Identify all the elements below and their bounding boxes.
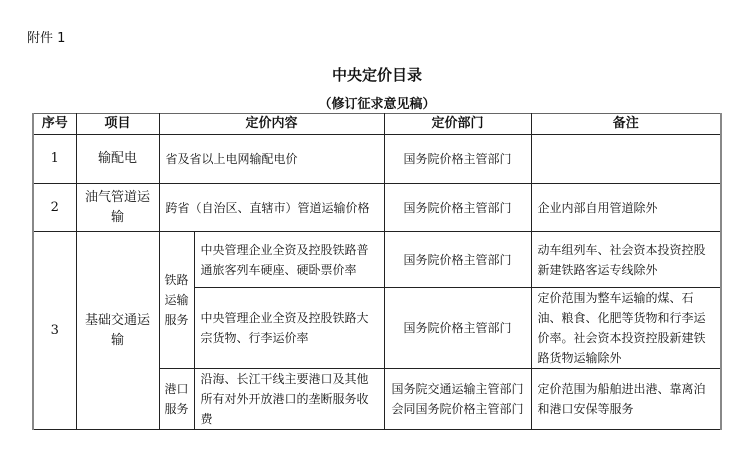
table-header-row xyxy=(33,114,721,135)
cell-item: 输配电 xyxy=(76,135,159,184)
cell-content: 跨省（自治区、直辖市）管道运输价格 xyxy=(159,184,384,232)
pricing-catalog-table xyxy=(32,113,722,430)
cell-dept: 国务院交通运输主管部门会同国务院价格主管部门 xyxy=(384,369,531,430)
document-subtitle: （修订征求意见稿） xyxy=(318,97,436,112)
cell-note: 企业内部自用管道除外 xyxy=(531,184,721,232)
attachment-label: 附件 1 xyxy=(27,31,66,46)
header-content: 定价内容 xyxy=(159,114,384,135)
cell-item: 基础交通运输 xyxy=(76,232,159,430)
cell-seq: 3 xyxy=(33,232,76,430)
cell-content: 省及省以上电网输配电价 xyxy=(159,135,384,184)
header-seq: 序号 xyxy=(33,114,76,135)
cell-seq: 2 xyxy=(33,184,76,232)
cell-dept: 国务院价格主管部门 xyxy=(384,184,531,232)
document-title: 中央定价目录 xyxy=(331,66,422,84)
cell-note: 定价范围为船舶进出港、靠离泊和港口安保等服务 xyxy=(531,369,721,430)
cell-dept: 国务院价格主管部门 xyxy=(384,232,531,288)
table-row xyxy=(33,135,721,184)
cell-note xyxy=(531,135,721,184)
cell-dept: 国务院价格主管部门 xyxy=(384,135,531,184)
cell-dept: 国务院价格主管部门 xyxy=(384,288,531,369)
cell-note: 定价范围为整车运输的煤、石油、粮食、化肥等货物和行李运价率。社会资本投资控股新建铁路货物运输除外 xyxy=(531,288,721,369)
table-row xyxy=(33,232,721,288)
header-note: 备注 xyxy=(531,114,721,135)
table-row xyxy=(33,184,721,232)
cell-subgroup: 铁路运输服务 xyxy=(159,232,194,369)
cell-subgroup: 港口服务 xyxy=(159,369,194,430)
cell-note: 动车组列车、社会资本投资控股新建铁路客运专线除外 xyxy=(531,232,721,288)
cell-content: 沿海、长江干线主要港口及其他所有对外开放港口的垄断服务收费 xyxy=(194,369,384,430)
header-dept: 定价部门 xyxy=(384,114,531,135)
header-item: 项目 xyxy=(76,114,159,135)
cell-content: 中央管理企业全资及控股铁路普通旅客列车硬座、硬卧票价率 xyxy=(194,232,384,288)
cell-content: 中央管理企业全资及控股铁路大宗货物、行李运价率 xyxy=(194,288,384,369)
cell-item: 油气管道运输 xyxy=(76,184,159,232)
cell-seq: 1 xyxy=(33,135,76,184)
